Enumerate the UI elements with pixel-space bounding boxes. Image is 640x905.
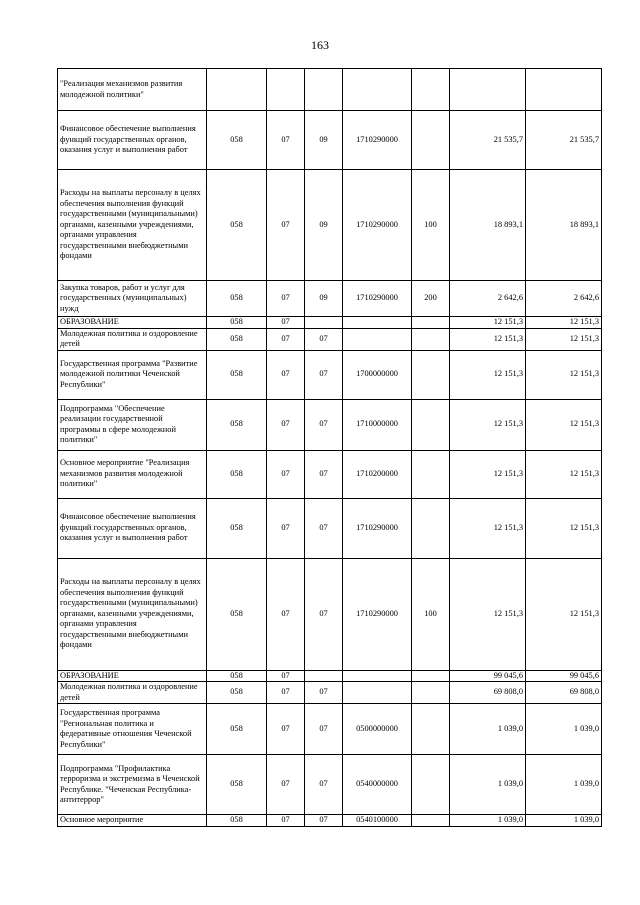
table-row — [58, 498, 602, 558]
cell-section-code — [267, 69, 305, 111]
cell-amount-1: 1 039,0 — [450, 815, 526, 827]
cell-section-code: 07 — [267, 399, 305, 450]
cell-section-code: 07 — [267, 170, 305, 281]
cell-ved-code: 058 — [207, 682, 267, 704]
cell-amount-2: 12 151,3 — [526, 450, 602, 498]
page-number: 163 — [311, 38, 329, 52]
cell-subsection-code: 07 — [305, 450, 343, 498]
cell-name: Молодежная политика и оздоровление детей — [58, 328, 207, 350]
cell-amount-2: 1 039,0 — [526, 815, 602, 827]
cell-amount-2: 2 642,6 — [526, 281, 602, 317]
cell-ved-code: 058 — [207, 815, 267, 827]
cell-target-article — [343, 69, 412, 111]
cell-subsection-code: 07 — [305, 815, 343, 827]
cell-ved-code: 058 — [207, 111, 267, 170]
cell-section-code: 07 — [267, 317, 305, 329]
cell-amount-1: 12 151,3 — [450, 317, 526, 329]
cell-name: Расходы на выплаты персоналу в целях обеспечения выполнения функций государственными (муниципальными) органами, казенными учреждениями, органами управления государственными внебюджетными фондами — [58, 170, 207, 281]
cell-ved-code: 058 — [207, 558, 267, 670]
cell-expense-type — [412, 399, 450, 450]
cell-target-article: 1700000000 — [343, 350, 412, 399]
cell-expense-type — [412, 498, 450, 558]
cell-ved-code: 058 — [207, 170, 267, 281]
cell-amount-1: 1 039,0 — [450, 704, 526, 755]
cell-name: "Реализация механизмов развития молодежной политики" — [58, 69, 207, 111]
cell-section-code: 07 — [267, 350, 305, 399]
cell-target-article: 1710290000 — [343, 111, 412, 170]
cell-target-article — [343, 317, 412, 329]
cell-ved-code: 058 — [207, 450, 267, 498]
cell-name: Расходы на выплаты персоналу в целях обеспечения выполнения функций государственными (муниципальными) органами, казенными учреждениями, органами управления государственными внебюджетными фондами — [58, 558, 207, 670]
cell-name: ОБРАЗОВАНИЕ — [58, 670, 207, 682]
cell-ved-code: 058 — [207, 317, 267, 329]
cell-section-code: 07 — [267, 704, 305, 755]
cell-amount-2: 69 808,0 — [526, 682, 602, 704]
cell-section-code: 07 — [267, 670, 305, 682]
cell-target-article: 0540100000 — [343, 815, 412, 827]
budget-table-body — [58, 69, 602, 827]
cell-ved-code: 058 — [207, 498, 267, 558]
cell-section-code: 07 — [267, 111, 305, 170]
cell-subsection-code: 09 — [305, 111, 343, 170]
cell-subsection-code: 07 — [305, 682, 343, 704]
cell-subsection-code: 07 — [305, 755, 343, 815]
cell-expense-type: 200 — [412, 281, 450, 317]
cell-amount-1: 1 039,0 — [450, 755, 526, 815]
cell-expense-type — [412, 670, 450, 682]
cell-ved-code: 058 — [207, 670, 267, 682]
cell-amount-2: 12 151,3 — [526, 350, 602, 399]
cell-expense-type: 100 — [412, 558, 450, 670]
cell-amount-1: 18 893,1 — [450, 170, 526, 281]
table-row — [58, 450, 602, 498]
cell-target-article: 1710290000 — [343, 498, 412, 558]
table-row — [58, 281, 602, 317]
cell-amount-2: 99 045,6 — [526, 670, 602, 682]
cell-target-article: 1710290000 — [343, 170, 412, 281]
cell-subsection-code: 07 — [305, 399, 343, 450]
cell-subsection-code — [305, 317, 343, 329]
table-row — [58, 111, 602, 170]
cell-amount-1: 69 808,0 — [450, 682, 526, 704]
table-row — [58, 815, 602, 827]
cell-subsection-code: 07 — [305, 328, 343, 350]
cell-target-article — [343, 328, 412, 350]
cell-expense-type — [412, 682, 450, 704]
cell-target-article: 1710000000 — [343, 399, 412, 450]
cell-amount-2: 1 039,0 — [526, 704, 602, 755]
cell-ved-code: 058 — [207, 281, 267, 317]
cell-amount-2 — [526, 69, 602, 111]
cell-section-code: 07 — [267, 815, 305, 827]
cell-section-code: 07 — [267, 682, 305, 704]
cell-amount-1: 2 642,6 — [450, 281, 526, 317]
cell-target-article — [343, 670, 412, 682]
cell-ved-code: 058 — [207, 399, 267, 450]
table-row — [58, 755, 602, 815]
cell-target-article: 1710200000 — [343, 450, 412, 498]
cell-section-code: 07 — [267, 498, 305, 558]
cell-amount-1: 12 151,3 — [450, 328, 526, 350]
cell-amount-1: 21 535,7 — [450, 111, 526, 170]
cell-target-article: 1710290000 — [343, 281, 412, 317]
cell-section-code: 07 — [267, 328, 305, 350]
cell-subsection-code: 07 — [305, 350, 343, 399]
cell-target-article: 0540000000 — [343, 755, 412, 815]
cell-name: Основное мероприятие — [58, 815, 207, 827]
budget-table — [57, 68, 602, 827]
cell-ved-code — [207, 69, 267, 111]
cell-name: Молодежная политика и оздоровление детей — [58, 682, 207, 704]
cell-expense-type — [412, 450, 450, 498]
cell-ved-code: 058 — [207, 328, 267, 350]
cell-amount-1: 99 045,6 — [450, 670, 526, 682]
cell-amount-1: 12 151,3 — [450, 558, 526, 670]
cell-subsection-code: 07 — [305, 558, 343, 670]
cell-expense-type — [412, 755, 450, 815]
cell-amount-2: 12 151,3 — [526, 399, 602, 450]
table-row — [58, 670, 602, 682]
cell-name: Финансовое обеспечение выполнения функций государственных органов, оказания услуг и выполнения работ — [58, 498, 207, 558]
cell-amount-2: 12 151,3 — [526, 317, 602, 329]
cell-amount-2: 1 039,0 — [526, 755, 602, 815]
cell-ved-code: 058 — [207, 704, 267, 755]
cell-ved-code: 058 — [207, 755, 267, 815]
cell-amount-2: 12 151,3 — [526, 558, 602, 670]
cell-amount-1: 12 151,3 — [450, 450, 526, 498]
cell-expense-type — [412, 328, 450, 350]
cell-name: Закупка товаров, работ и услуг для государственных (муниципальных) нужд — [58, 281, 207, 317]
cell-expense-type — [412, 704, 450, 755]
cell-subsection-code: 07 — [305, 498, 343, 558]
table-row — [58, 317, 602, 329]
cell-expense-type — [412, 111, 450, 170]
cell-section-code: 07 — [267, 281, 305, 317]
cell-amount-2: 12 151,3 — [526, 498, 602, 558]
table-row — [58, 350, 602, 399]
cell-amount-1 — [450, 69, 526, 111]
table-row — [58, 170, 602, 281]
table-row — [58, 558, 602, 670]
cell-name: Государственная программа "Региональная политика и федеративные отношения Чеченской Республики" — [58, 704, 207, 755]
cell-expense-type — [412, 815, 450, 827]
cell-name: ОБРАЗОВАНИЕ — [58, 317, 207, 329]
cell-subsection-code: 09 — [305, 281, 343, 317]
cell-target-article — [343, 682, 412, 704]
table-row — [58, 682, 602, 704]
cell-amount-2: 18 893,1 — [526, 170, 602, 281]
cell-amount-2: 12 151,3 — [526, 328, 602, 350]
cell-name: Государственная программа "Развитие молодежной политики Чеченской Республики" — [58, 350, 207, 399]
table-row — [58, 69, 602, 111]
cell-section-code: 07 — [267, 755, 305, 815]
cell-name: Финансовое обеспечение выполнения функций государственных органов, оказания услуг и выполнения работ — [58, 111, 207, 170]
table-row — [58, 399, 602, 450]
cell-expense-type: 100 — [412, 170, 450, 281]
cell-amount-2: 21 535,7 — [526, 111, 602, 170]
cell-expense-type — [412, 69, 450, 111]
cell-subsection-code — [305, 670, 343, 682]
cell-subsection-code: 07 — [305, 704, 343, 755]
cell-target-article: 0500000000 — [343, 704, 412, 755]
cell-expense-type — [412, 317, 450, 329]
table-row — [58, 704, 602, 755]
table-row — [58, 328, 602, 350]
cell-section-code: 07 — [267, 558, 305, 670]
cell-section-code: 07 — [267, 450, 305, 498]
cell-expense-type — [412, 350, 450, 399]
cell-name: Подпрограмма "Профилактика терроризма и экстремизма в Чеченской Республике. "Чеченская Республика-антитеррор" — [58, 755, 207, 815]
cell-name: Основное мероприятие "Реализация механизмов развития молодежной политики" — [58, 450, 207, 498]
cell-subsection-code — [305, 69, 343, 111]
cell-amount-1: 12 151,3 — [450, 498, 526, 558]
cell-name: Подпрограмма "Обеспечение реализации государственной программы в сфере молодежной политики" — [58, 399, 207, 450]
cell-target-article: 1710290000 — [343, 558, 412, 670]
cell-subsection-code: 09 — [305, 170, 343, 281]
cell-amount-1: 12 151,3 — [450, 350, 526, 399]
cell-amount-1: 12 151,3 — [450, 399, 526, 450]
cell-ved-code: 058 — [207, 350, 267, 399]
